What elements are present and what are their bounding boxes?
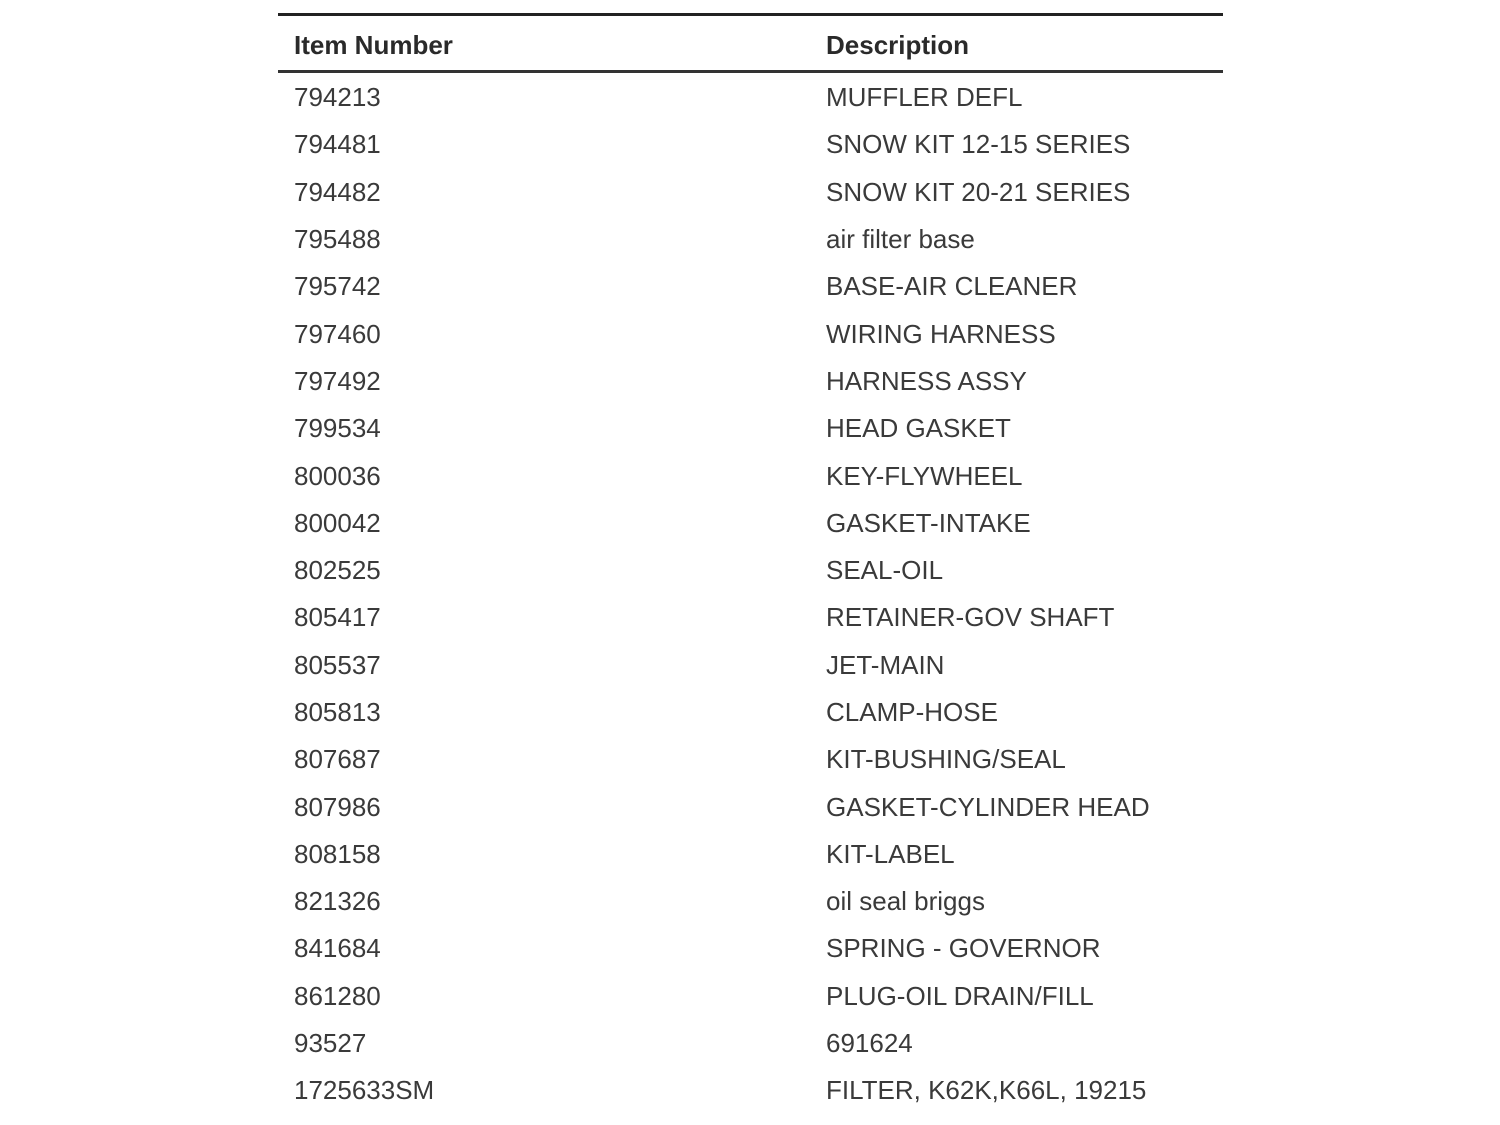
table-row: [278, 736, 1223, 783]
description-cell: JET-MAIN: [826, 649, 945, 680]
description-cell: KIT-LABEL: [826, 838, 955, 869]
header-description: Description: [826, 29, 970, 60]
table-row: [278, 358, 1223, 405]
table-row: [278, 74, 1223, 121]
description-cell: GASKET-CYLINDER HEAD: [826, 791, 1150, 822]
description-cell: KEY-FLYWHEEL: [826, 460, 1023, 491]
item-number-cell: 805537: [294, 649, 381, 680]
description-cell: BASE-AIR CLEANER: [826, 271, 1078, 302]
parts-table: [278, 13, 1223, 1115]
table-row: [278, 169, 1223, 216]
table-row: [278, 973, 1223, 1020]
table-row: [278, 263, 1223, 310]
table-row: [278, 642, 1223, 689]
description-cell: SEAL-OIL: [826, 555, 944, 586]
item-number-cell: 821326: [294, 886, 381, 917]
table-row: [278, 925, 1223, 972]
item-number-cell: 800042: [294, 507, 381, 538]
header-item-number: Item Number: [294, 29, 453, 60]
table-row: [278, 1067, 1223, 1114]
item-number-cell: 795742: [294, 271, 381, 302]
table-row: [278, 310, 1223, 357]
item-number-cell: 795488: [294, 224, 381, 255]
item-number-cell: 861280: [294, 980, 381, 1011]
item-number-cell: 794482: [294, 176, 381, 207]
description-cell: KIT-BUSHING/SEAL: [826, 744, 1066, 775]
table-header: [278, 16, 1223, 73]
table-row: [278, 216, 1223, 263]
table-row: [278, 689, 1223, 736]
description-cell: air filter base: [826, 224, 975, 255]
item-number-cell: 797460: [294, 318, 381, 349]
table-row: [278, 405, 1223, 452]
item-number-cell: 807986: [294, 791, 381, 822]
item-number-cell: 93527: [294, 1028, 367, 1059]
description-cell: SPRING - GOVERNOR: [826, 933, 1101, 964]
item-number-cell: 808158: [294, 838, 381, 869]
item-number-cell: 794481: [294, 129, 381, 160]
item-number-cell: 841684: [294, 933, 381, 964]
table-row: [278, 500, 1223, 547]
table-row: [278, 831, 1223, 878]
table-row: [278, 1020, 1223, 1067]
description-cell: WIRING HARNESS: [826, 318, 1056, 349]
table-row: [278, 594, 1223, 641]
description-cell: CLAMP-HOSE: [826, 697, 998, 727]
description-cell: oil seal briggs: [826, 886, 985, 917]
description-cell: PLUG-OIL DRAIN/FILL: [826, 980, 1094, 1011]
description-cell: MUFFLER DEFL: [826, 82, 1023, 113]
description-cell: SNOW KIT 12-15 SERIES: [826, 129, 1131, 160]
description-cell: 691624: [826, 1028, 913, 1059]
description-cell: SNOW KIT 20-21 SERIES: [826, 176, 1131, 207]
table-row: [278, 878, 1223, 925]
item-number-cell: 802525: [294, 555, 381, 586]
item-number-cell: 800036: [294, 460, 381, 491]
item-number-cell: 1725633SM: [294, 1075, 435, 1106]
table-row: [278, 547, 1223, 594]
item-number-cell: 805417: [294, 602, 381, 633]
item-number-cell: 799534: [294, 413, 381, 444]
description-cell: FILTER, K62K,K66L, 19215: [826, 1075, 1147, 1106]
item-number-cell: 805813: [294, 697, 381, 727]
description-cell: RETAINER-GOV SHAFT: [826, 602, 1115, 633]
table-row: [278, 121, 1223, 168]
description-cell: HEAD GASKET: [826, 413, 1011, 444]
description-cell: GASKET-INTAKE: [826, 507, 1031, 538]
table-row: [278, 783, 1223, 830]
item-number-cell: 797492: [294, 365, 381, 396]
description-cell: HARNESS ASSY: [826, 365, 1027, 396]
item-number-cell: 807687: [294, 744, 381, 775]
item-number-cell: 794213: [294, 82, 381, 113]
table-body: [278, 74, 1223, 1115]
table-row: [278, 452, 1223, 499]
